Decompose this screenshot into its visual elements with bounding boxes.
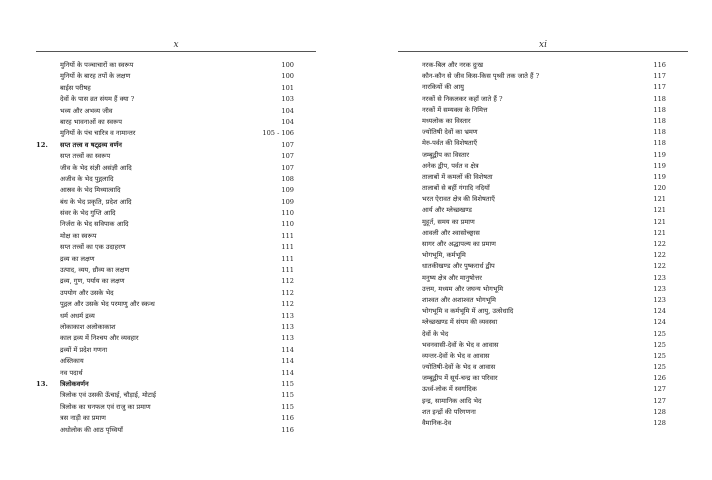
entry-title: मुनियों के बारह तपों के लक्षण [60, 72, 131, 81]
entry-title: उपयोग और उसके भेद [60, 288, 114, 297]
entry-title: नव पदार्थ [60, 368, 83, 377]
entry-title: आवली और श्वासोच्छ्वास [422, 228, 480, 237]
toc-entry [36, 208, 316, 219]
toc-entry [36, 71, 316, 82]
header-rule [36, 51, 316, 52]
toc-entry [36, 197, 316, 208]
entry-title: व्यन्तर-देवों के भेद व आवास [422, 351, 490, 360]
entry-title: आर्य और म्लेच्छखण्ड [422, 206, 472, 215]
page-number: 114 [281, 357, 294, 366]
entry-title: मोक्ष का स्वरूप [60, 231, 97, 240]
toc-entry [398, 340, 688, 351]
page-number: 114 [281, 345, 294, 354]
toc-entry [36, 276, 316, 287]
entry-title: अस्तिकाय [60, 357, 84, 366]
toc-entry [36, 231, 316, 242]
toc-entry [36, 425, 316, 436]
page-number: 116 [653, 61, 666, 69]
entry-title: शाश्वत और अशाश्वत भोगभूमि [422, 295, 496, 304]
toc-entry [398, 250, 688, 261]
entry-title: इन्द्र, सामानिक आदि भेद [422, 396, 482, 405]
page-number: 123 [653, 273, 666, 282]
header-rule [398, 51, 688, 52]
page-number: 104 [281, 106, 294, 115]
page-number: 121 [653, 228, 666, 237]
entry-title: बंध के भेद प्रकृति, प्रदेश आदि [60, 197, 132, 206]
entry-title: द्रव्य, गुण, पर्याय का लक्षण [60, 277, 125, 286]
entry-title: सागर और अद्धापल्य का प्रमाण [422, 240, 496, 248]
toc-entry [36, 402, 316, 413]
toc-entry [36, 117, 316, 128]
entry-title: ज्योतिषी देवों का भ्रमण [422, 128, 478, 137]
entry-title: त्रस नाड़ी का प्रमाण [60, 414, 106, 423]
entry-title: बारह भावनाओं का स्वरूप [60, 117, 122, 126]
toc-entry [398, 71, 688, 82]
page-number: 126 [653, 374, 666, 383]
entry-title: देवों के पास व्रत संयम हैं क्या ? [60, 95, 135, 104]
toc-entry [36, 60, 316, 71]
page-number: 112 [281, 277, 294, 286]
page-number: 116 [281, 414, 294, 423]
toc-entry [398, 239, 688, 250]
entry-title: आस्रव के भेद मिथ्यात्वादि [60, 186, 121, 195]
entry-title: अजीव के भेद पुद्गलादि [60, 174, 114, 183]
entry-title: बाईस परीषह [60, 83, 91, 92]
toc-entry [36, 106, 316, 117]
entry-title: मनुष्य क्षेत्र और मानुषोत्तर [422, 273, 482, 282]
toc-entry [398, 194, 688, 205]
toc-entry [36, 413, 316, 424]
page-number: 108 [281, 174, 294, 183]
page-number: 107 [281, 140, 294, 149]
entry-title: मेरु-पर्वत की विशेषताएँ [422, 139, 478, 148]
entry-title: संवर के भेद गुप्ति आदि [60, 209, 116, 218]
page-number: 125 [653, 340, 666, 349]
page-number: 125 [653, 363, 666, 372]
entry-title: नारकियों की आयु [422, 83, 464, 92]
entry-title: शत इन्द्रों की परिगणना [422, 407, 476, 416]
page-number: 120 [653, 184, 666, 193]
page-number: 127 [653, 385, 666, 394]
toc-entry [398, 150, 688, 161]
page-number: 109 [281, 186, 294, 195]
page-number: 100 [281, 72, 294, 81]
toc-entry [398, 105, 688, 116]
page-number: 118 [653, 139, 666, 148]
entry-title: मुहूर्त, समय का प्रमाण [422, 217, 475, 226]
entry-title: नरकों से निकलकर कहाँ जाते हैं ? [422, 94, 503, 103]
page-number: 112 [281, 288, 294, 297]
entry-title: लोकाकाश अलोकाकाश [60, 322, 116, 331]
page-number: 113 [281, 311, 294, 320]
page-number: 114 [281, 368, 294, 377]
right-page [398, 40, 688, 429]
toc-entry [398, 351, 688, 362]
toc-entry [36, 163, 316, 174]
toc-entry [36, 390, 316, 401]
page-number: 110 [281, 209, 294, 218]
page-number: 104 [281, 117, 294, 126]
page-number: 118 [653, 105, 666, 114]
page-number: 121 [653, 206, 666, 215]
entry-title: ज्योतिषी-देवों के भेद व आवास [422, 363, 496, 372]
page-folio: x [173, 40, 179, 50]
page-number: 127 [653, 396, 666, 405]
entry-title: त्रिलोकवर्णन [60, 379, 89, 388]
entry-title: सप्त तत्त्वों का स्वरूप [60, 152, 111, 161]
toc-entry [398, 127, 688, 138]
toc-entry [398, 396, 688, 407]
page-number: 100 [281, 61, 294, 69]
chapter-number: 12. [36, 140, 48, 149]
toc-entry [398, 217, 688, 228]
chapter-number: 13. [36, 379, 48, 388]
entry-title: नरक-बिल और नरक दुःख [422, 61, 483, 69]
toc-entry [36, 254, 316, 265]
toc-entry [36, 345, 316, 356]
page-number: 111 [281, 243, 294, 252]
toc-chapter-heading [36, 379, 316, 390]
page-number: 118 [653, 128, 666, 137]
entry-title: सप्त तत्त्व व षट्द्रव्य वर्णन [60, 140, 122, 149]
page-number: 111 [281, 254, 294, 263]
entry-title: देवों के भेद [422, 329, 449, 338]
entry-title: भोगभूमि, कर्मभूमि [422, 251, 466, 260]
toc-entry [398, 161, 688, 172]
toc-entry [398, 183, 688, 194]
toc-entry [36, 185, 316, 196]
page-number: 107 [281, 152, 294, 161]
entry-title: मुनियों के पञ्चाचारों का स्वरूप [60, 61, 134, 69]
page-number: 111 [281, 266, 294, 275]
entry-title: नरकों में सम्यक्त्व के निमित्त [422, 105, 488, 114]
entry-title: द्रव्य का लक्षण [60, 254, 95, 263]
page-number: 122 [653, 240, 666, 248]
page-number: 119 [653, 172, 666, 181]
page-number: 113 [281, 322, 294, 331]
page-number: 115 [281, 402, 294, 411]
page-number: 110 [281, 220, 294, 229]
toc-entry [398, 317, 688, 328]
toc-entry [398, 295, 688, 306]
page-number: 128 [653, 407, 666, 416]
entry-title: त्रिलोक एवं उसकी ऊँचाई, चौड़ाई, मोटाई [60, 391, 157, 400]
page-number: 128 [653, 419, 666, 427]
toc-entry [398, 384, 688, 395]
toc-entry [398, 82, 688, 93]
toc-entry [398, 261, 688, 272]
page-number: 118 [653, 94, 666, 103]
toc-entry [398, 116, 688, 127]
entry-title: उत्तम, मध्यम और जघन्य भोगभूमि [422, 284, 504, 293]
toc-entry [398, 329, 688, 340]
entry-title: सप्त तत्त्वों का एक उदाहरण [60, 243, 126, 252]
toc-entry [398, 373, 688, 384]
page-number: 117 [653, 83, 666, 92]
entry-title: तालाबों से बहीं गंगादि नदियाँ [422, 184, 490, 193]
page-number: 122 [653, 251, 666, 260]
page-number: 122 [653, 262, 666, 271]
page-number: 115 [281, 379, 294, 388]
entry-title: जीव के भेद संज्ञी असंज्ञी आदि [60, 163, 132, 172]
toc-list [398, 60, 688, 429]
toc-entry [36, 174, 316, 185]
entry-title: त्रिलोक का घनफल एवं राजु का प्रमाण [60, 402, 151, 411]
page-number: 123 [653, 284, 666, 293]
toc-entry [36, 83, 316, 94]
toc-entry [36, 322, 316, 333]
entry-title: मध्यलोक का विस्तार [422, 116, 471, 125]
entry-title: ऊर्ध्व-लोक में स्वर्गादिक [422, 385, 477, 394]
page-number: 119 [653, 150, 666, 159]
page-number: 107 [281, 163, 294, 172]
toc-entry [36, 94, 316, 105]
entry-title: तालाबों में कमलों की विशेषता [422, 172, 493, 181]
page-number: 125 [653, 351, 666, 360]
page-number: 113 [281, 334, 294, 343]
page-number: 116 [281, 425, 294, 434]
toc-entry [36, 219, 316, 230]
page-number: 101 [281, 83, 294, 92]
entry-title: अनेक द्वीप, पर्वत व क्षेत्र [422, 161, 479, 170]
toc-entry [36, 128, 316, 139]
toc-entry [36, 265, 316, 276]
toc-entry [398, 362, 688, 373]
entry-title: पुद्गल और उसके भेद परमाणु और स्कन्ध [60, 300, 155, 309]
toc-entry [36, 368, 316, 379]
toc-entry [36, 299, 316, 310]
page-number: 123 [653, 295, 666, 304]
entry-title: उत्पाद, व्यय, ध्रौव्य का लक्षण [60, 266, 130, 275]
left-page [36, 40, 316, 436]
page-number: 118 [653, 116, 666, 125]
page-number: 112 [281, 300, 294, 309]
page-number: 103 [281, 95, 294, 104]
entry-title: धातकीखण्ड और पुष्करार्ध द्वीप [422, 262, 495, 271]
page-number: 105 - 106 [262, 129, 294, 138]
page-number: 124 [653, 318, 666, 327]
page-number: 111 [281, 231, 294, 240]
entry-title: भोगभूमि व कर्मभूमि में आयु, उत्सेधादि [422, 307, 514, 316]
entry-title: भवनवासी-देवों के भेद व आवास [422, 340, 499, 349]
toc-entry [36, 288, 316, 299]
toc-entry [398, 407, 688, 418]
toc-entry [398, 284, 688, 295]
page-number: 124 [653, 307, 666, 316]
entry-title: काल द्रव्य में निश्चय और व्यवहार [60, 334, 139, 343]
toc-entry [398, 418, 688, 429]
toc-entry [398, 273, 688, 284]
toc-entry [36, 333, 316, 344]
toc-entry [398, 306, 688, 317]
entry-title: मुनियों के पंच चारित्र व नामान्तर [60, 129, 136, 138]
toc-list [36, 60, 316, 436]
page-number: 121 [653, 195, 666, 204]
toc-entry [398, 172, 688, 183]
page-number: 109 [281, 197, 294, 206]
page-number: 125 [653, 329, 666, 338]
entry-title: भव्य और अभव्य जीव [60, 106, 113, 115]
entry-title: वैमानिक-देव [422, 419, 452, 427]
toc-entry [398, 205, 688, 216]
toc-entry [398, 228, 688, 239]
entry-title: द्रव्यों में प्रदेश गणना [60, 345, 108, 354]
page-number: 119 [653, 161, 666, 170]
page-number: 121 [653, 217, 666, 226]
page-folio: xi [539, 40, 547, 50]
page-number: 117 [653, 72, 666, 81]
entry-title: भरत ऐरावत क्षेत्र की विशेषताएँ [422, 195, 495, 204]
entry-title: धर्म अधर्म द्रव्य [60, 311, 95, 320]
toc-entry [398, 94, 688, 105]
page-number: 115 [281, 391, 294, 400]
entry-title: जम्बूद्वीप का विस्तार [422, 150, 470, 159]
entry-title: अधोलोक की आठ पृथ्वियाँ [60, 425, 123, 434]
toc-entry [36, 242, 316, 253]
toc-entry [398, 60, 688, 71]
entry-title: कौन-कौन से जीव किस-किस पृथ्वी तक जाते हैं ? [422, 72, 540, 81]
toc-entry [36, 151, 316, 162]
entry-title: म्लेच्छखण्ड में संयम की व्यवस्था [422, 318, 498, 327]
toc-chapter-heading [36, 140, 316, 151]
toc-entry [36, 356, 316, 367]
toc-entry [36, 311, 316, 322]
entry-title: निर्जरा के भेद सविपाक आदि [60, 220, 129, 229]
entry-title: जम्बूद्वीप में सूर्य-चन्द्र का परिवार [422, 374, 498, 383]
toc-entry [398, 138, 688, 149]
